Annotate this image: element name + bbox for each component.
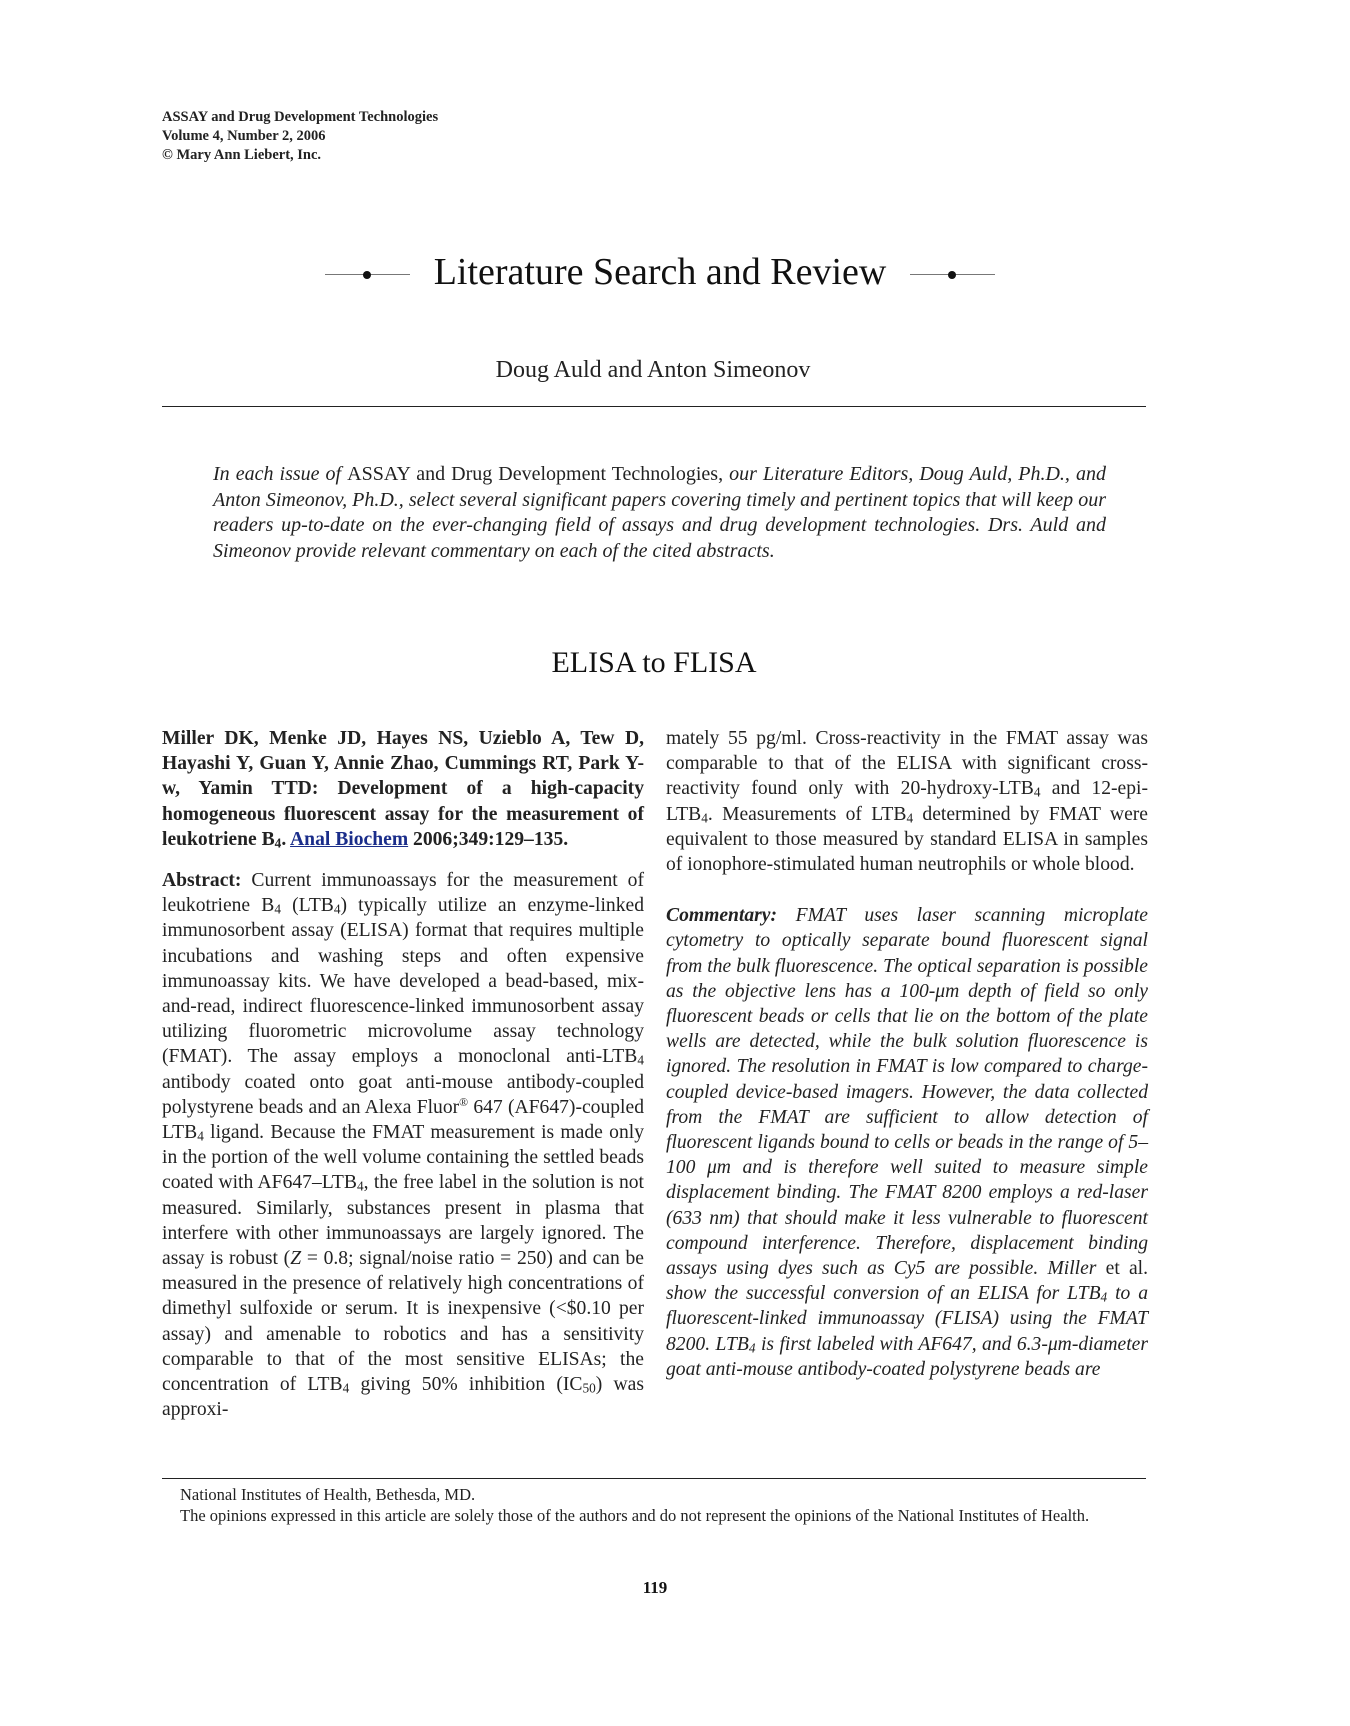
z-symbol: Z bbox=[290, 1248, 302, 1270]
intro-paragraph bbox=[213, 462, 1106, 564]
abstract-text: giving 50% inhibition (IC bbox=[349, 1374, 583, 1396]
intro-text: In each issue of bbox=[213, 463, 348, 485]
commentary-text: is first labeled with AF647, and 6.3-μm-diameter goat anti-mouse antibody-coated polystyrene beads are bbox=[666, 1333, 1149, 1380]
section-title-text: Literature Search and Review bbox=[433, 251, 887, 293]
footnotes bbox=[162, 1484, 1146, 1526]
abstract-continued bbox=[666, 726, 1148, 877]
page-number: 119 bbox=[642, 1578, 668, 1597]
left-ornament-icon bbox=[325, 274, 410, 276]
abstract-text: 647 (AF647)-coupled LTB bbox=[162, 1096, 644, 1144]
journal-copyright: © Mary Ann Liebert, Inc. bbox=[162, 147, 322, 163]
intro-journal-name: ASSAY and Drug Development Technologies, bbox=[347, 463, 724, 485]
subscript: 4 bbox=[333, 901, 341, 917]
affiliation-footnote: National Institutes of Health, Bethesda, MD. bbox=[180, 1485, 476, 1504]
journal-name: ASSAY and Drug Development Technologies bbox=[162, 109, 439, 125]
topic-heading: ELISA to FLISA bbox=[551, 646, 757, 679]
commentary bbox=[666, 903, 1148, 1382]
abstract-text: ) typically utilize an enzyme-linked immunosorbent assay (ELISA) format that requires multiple incubations and washing steps and often expensive immunoassay kits. We have developed a bead-based, mix-and-read, indirect fluorescence-linked immunosorbent assay utilizing fluorometric microvolume assay technology (FMAT). The assay employs a monoclonal anti-LTB bbox=[162, 895, 645, 1068]
citation-ref: 2006;349:129–135. bbox=[408, 828, 569, 850]
subscript: 4 bbox=[197, 1128, 204, 1144]
authors: Doug Auld and Anton Simeonov bbox=[495, 357, 811, 383]
commentary-text: to a fluorescent-linked immunoassay (FLISA) using the FMAT 8200. LTB bbox=[666, 1283, 1148, 1355]
subscript: 4 bbox=[637, 1053, 644, 1069]
journal-header bbox=[162, 108, 438, 165]
subscript: 4 bbox=[274, 901, 281, 917]
abstract-text: determined by FMAT were equivalent to those measured by standard ELISA in samples of ionophore-stimulated human neutrophils or whole blood. bbox=[666, 803, 1148, 876]
right-column bbox=[666, 726, 1148, 1382]
abstract-text: = 0.8; signal/noise ratio = 250) and can be measured in the presence of relatively high concentrations of dimethyl sulfoxide or serum. It is inexpensive (<$0.10 per assay) and amenable to robotics and has a sensitivity comparable to that of the most sensitive ELISAs; the concentration of LTB bbox=[162, 1248, 645, 1396]
abstract-text: ) was approxi- bbox=[162, 1374, 644, 1421]
citation bbox=[162, 726, 644, 852]
abstract-text: Current immunoassays for the measurement of leukotriene B bbox=[162, 870, 644, 917]
subscript: 4 bbox=[748, 1340, 756, 1356]
commentary-label: Commentary: bbox=[666, 905, 778, 927]
journal-link[interactable]: Anal Biochem bbox=[290, 828, 409, 850]
subscript: 4 bbox=[1033, 785, 1041, 801]
abstract-label: Abstract: bbox=[162, 870, 242, 892]
right-ornament-icon bbox=[910, 274, 995, 276]
subscript: 4 bbox=[906, 810, 914, 826]
section-title bbox=[0, 250, 1320, 294]
subscript: 4 bbox=[356, 1179, 364, 1195]
et-al: et al. bbox=[1105, 1258, 1149, 1280]
subscript: 50 bbox=[582, 1380, 596, 1396]
subscript: 4 bbox=[701, 810, 708, 826]
registered-mark: ® bbox=[459, 1095, 469, 1109]
abstract-text: (LTB bbox=[281, 895, 334, 917]
journal-volume: Volume 4, Number 2, 2006 bbox=[162, 128, 326, 144]
abstract-text: . Measurements of LTB bbox=[707, 803, 907, 825]
header-divider bbox=[162, 406, 1146, 407]
disclaimer-footnote: The opinions expressed in this article are solely those of the authors and do not represent the opinions of the National Institutes of Health. bbox=[180, 1506, 1090, 1525]
citation-text: . bbox=[281, 828, 291, 850]
abstract-text: and 12-epi-LTB bbox=[666, 778, 1149, 825]
footnote-divider bbox=[162, 1478, 1146, 1479]
subscript: 4 bbox=[274, 835, 282, 851]
abstract-text: mately 55 pg/ml. Cross-reactivity in the FMAT assay was comparable to that of the ELISA with significant cross-reactivity found only with 20-hydroxy-LTB bbox=[666, 728, 1148, 800]
abstract-text: ligand. Because the FMAT measurement is made only in the portion of the well volume containing the settled beads coated with AF647–LTB bbox=[162, 1122, 644, 1194]
subscript: 4 bbox=[1100, 1289, 1108, 1305]
subscript: 4 bbox=[342, 1380, 350, 1396]
abstract-text: antibody coated onto goat anti-mouse antibody-coupled polystyrene beads and an Alexa Fluor bbox=[162, 1071, 644, 1118]
abstract bbox=[162, 868, 644, 1422]
citation-text: Miller DK, Menke JD, Hayes NS, Uzieblo A, Tew D, Hayashi Y, Guan Y, Annie Zhao, Cummings RT, Park Y-w, Yamin TTD: Development of a high-capacity homogeneous fluorescent assay for the measurement of leukotriene B bbox=[162, 728, 644, 850]
left-column bbox=[162, 726, 644, 1422]
intro-text-cont: our Literature Editors, Doug Auld, Ph.D., and Anton Simeonov, Ph.D., select several significant papers covering timely and pertinent topics that will keep our readers up-to-date on the ever-changing field of assays and drug development technologies. Drs. Auld and Simeonov provide relevant commentary on each of the cited abstracts. bbox=[213, 463, 1106, 562]
commentary-text: show the successful conversion of an ELISA for LTB bbox=[666, 1283, 1101, 1305]
abstract-text: , the free label in the solution is not measured. Similarly, substances present in plasma that interfere with other immunoassays are largely ignored. The assay is robust ( bbox=[162, 1172, 644, 1270]
commentary-text: FMAT uses laser scanning microplate cytometry to optically separate bound fluorescent signal from the bulk fluorescence. The optical separation is possible as the objective lens has a 100-μm depth of field so only fluorescent beads or cells that lie on the bottom of the plate wells are detected, while the bulk solution fluorescence is ignored. The resolution in FMAT is low compared to charge-coupled device-based imagers. However, the data collected from the FMAT are sufficient to allow detection of fluorescent ligands bound to cells or beads in the range of 5–100 μm and is therefore well suited to measure simple displacement binding. The FMAT 8200 employs a red-laser (633 nm) that should make it less vulnerable to fluorescent compound interference. Therefore, displacement binding assays using dyes such as Cy5 are possible. Miller bbox=[666, 905, 1148, 1280]
